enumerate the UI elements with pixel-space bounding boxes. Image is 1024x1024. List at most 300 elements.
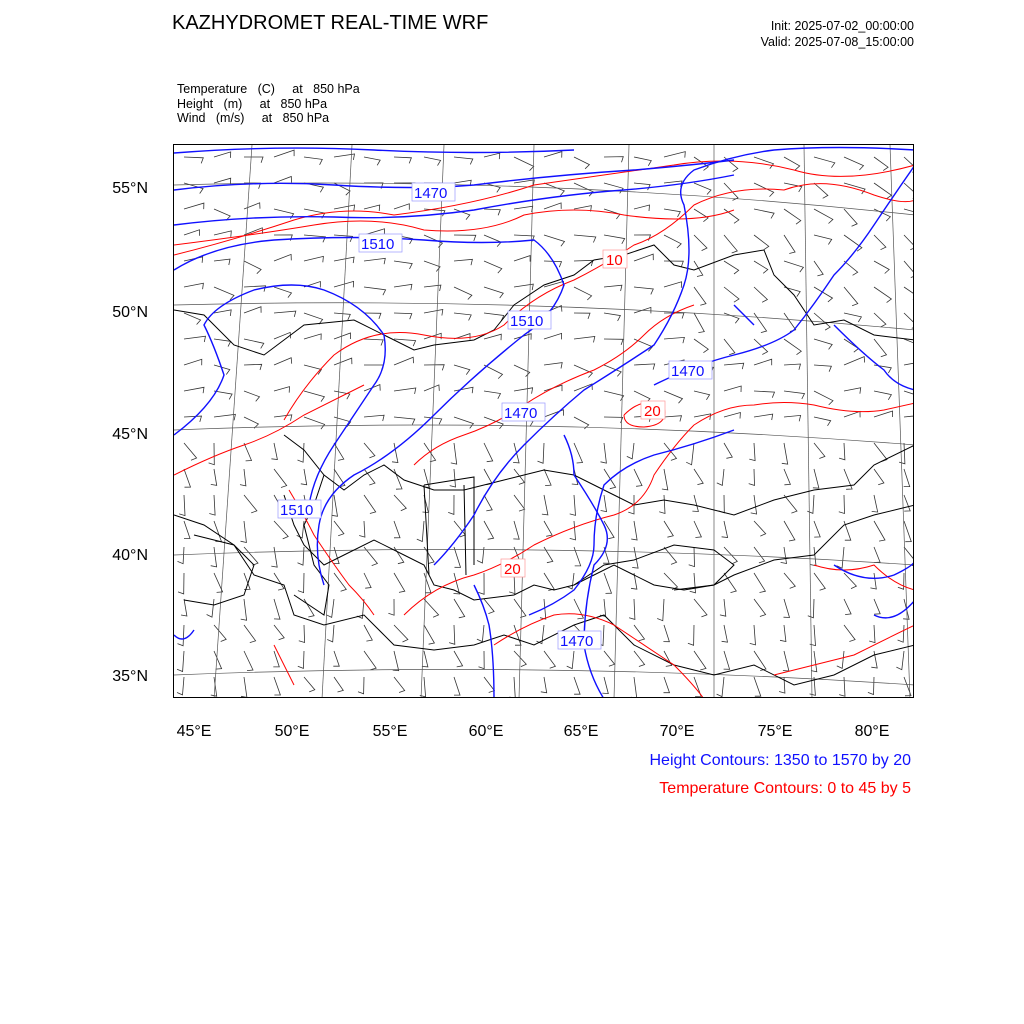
wind-barb xyxy=(364,339,383,346)
wind-barb xyxy=(271,547,277,567)
wind-barb xyxy=(784,599,790,618)
wind-barb xyxy=(874,599,880,614)
wind-barb xyxy=(754,521,766,536)
wind-barb xyxy=(211,547,217,567)
wind-barb xyxy=(837,651,844,668)
wind-barb xyxy=(898,625,904,642)
wind-barb xyxy=(214,231,231,237)
wind-barb xyxy=(544,203,561,209)
wind-barb xyxy=(604,285,622,291)
wind-barb xyxy=(724,313,739,323)
wind-barb xyxy=(394,573,405,592)
wind-barb xyxy=(664,209,680,217)
wind-barb xyxy=(904,415,914,421)
wind-barb xyxy=(359,521,365,537)
wind-barb xyxy=(358,677,364,694)
wind-barb xyxy=(484,313,504,321)
wind-barb xyxy=(244,625,256,643)
wind-barb xyxy=(724,386,741,392)
wind-barb xyxy=(184,230,200,236)
wind-barb xyxy=(214,287,234,300)
wind-barb xyxy=(479,651,485,669)
wind-barb xyxy=(694,287,706,305)
wind-barb xyxy=(904,495,910,511)
wind-barb xyxy=(814,183,828,198)
wind-barb xyxy=(664,391,683,403)
wind-barb xyxy=(244,364,262,370)
wind-barb xyxy=(244,443,252,461)
wind-barb xyxy=(904,469,910,487)
wind-barb xyxy=(602,677,608,694)
field-temperature: Temperature (C) at 850 hPa xyxy=(177,82,360,96)
wind-barb xyxy=(298,573,304,593)
temperature-label-3: 20 xyxy=(504,561,521,578)
wind-barb xyxy=(240,469,246,486)
wind-barb xyxy=(394,417,415,425)
wind-barb xyxy=(724,651,730,669)
wind-barb xyxy=(184,313,201,325)
wind-barb xyxy=(274,287,292,298)
wind-barb xyxy=(688,625,694,645)
wind-barb xyxy=(783,651,789,671)
wind-barb xyxy=(694,209,708,222)
wind-barb xyxy=(424,385,439,391)
wind-barb xyxy=(484,495,492,511)
wind-barb xyxy=(874,235,886,250)
wind-barb xyxy=(454,599,465,618)
wind-barb xyxy=(634,364,655,370)
wind-barb xyxy=(627,443,634,459)
wind-barb xyxy=(424,599,439,617)
wind-barb xyxy=(364,415,384,421)
wind-barb xyxy=(570,495,576,515)
wind-barb xyxy=(244,339,264,348)
wind-barb xyxy=(634,339,652,351)
wind-barb xyxy=(814,417,831,426)
wind-barb xyxy=(304,157,322,165)
wind-barb xyxy=(567,651,574,669)
wind-barb xyxy=(544,235,565,246)
wind-barb xyxy=(271,443,277,460)
wind-barb xyxy=(184,157,203,163)
wind-barb xyxy=(181,599,187,616)
wind-barb xyxy=(814,521,820,537)
wind-barb xyxy=(484,365,503,379)
wind-barb xyxy=(298,547,305,565)
wind-barb xyxy=(364,313,381,319)
wind-barb xyxy=(904,547,914,566)
wind-barb xyxy=(814,261,823,276)
wind-barb xyxy=(184,469,191,487)
wind-barb xyxy=(574,599,583,619)
wind-barb xyxy=(874,469,884,485)
wind-barb xyxy=(601,495,607,512)
wind-barb xyxy=(244,391,260,401)
wind-barb xyxy=(334,521,344,536)
wind-barb xyxy=(241,677,247,697)
height-label-7: 1470 xyxy=(560,633,594,650)
wind-barb xyxy=(364,469,375,485)
wind-barb xyxy=(634,254,653,261)
wind-barb xyxy=(904,183,914,199)
lat-label-40n: 40°N xyxy=(112,547,148,564)
map-panel xyxy=(173,144,914,698)
height-label-2: 1510 xyxy=(361,236,395,253)
wind-barb xyxy=(388,599,394,615)
wind-barb xyxy=(904,313,914,328)
wind-barb xyxy=(844,209,857,226)
wind-barb xyxy=(634,651,645,667)
wind-barb xyxy=(784,339,801,355)
wind-barb xyxy=(178,625,185,646)
lon-label-65e: 65°E xyxy=(563,723,599,740)
wind-barb xyxy=(754,573,765,593)
wind-barb xyxy=(179,495,185,516)
wind-barb xyxy=(334,257,354,263)
lat-label-35n: 35°N xyxy=(112,668,148,685)
wind-barb xyxy=(544,363,562,369)
wind-barb xyxy=(874,313,886,327)
wind-barb xyxy=(754,287,767,302)
wind-barb xyxy=(451,443,457,464)
wind-barb xyxy=(177,651,184,672)
wind-barb xyxy=(664,416,682,422)
wind-barb xyxy=(717,677,724,697)
wind-barb xyxy=(274,573,284,590)
wind-barb xyxy=(274,150,294,157)
wind-barb xyxy=(810,625,816,646)
wind-barb xyxy=(814,443,825,459)
wind-barb xyxy=(784,209,801,224)
wind-barb xyxy=(178,573,184,594)
lat-label-45n: 45°N xyxy=(112,426,148,443)
wind-barb xyxy=(814,391,833,405)
wind-barb xyxy=(304,599,314,617)
wind-barb xyxy=(327,625,334,642)
wind-barb xyxy=(424,625,434,644)
wind-barb xyxy=(896,651,904,670)
wind-barb xyxy=(724,235,737,253)
wind-barb xyxy=(844,599,851,615)
wind-barb xyxy=(874,391,891,400)
wind-barb xyxy=(420,677,426,697)
wind-barb xyxy=(844,411,860,417)
wind-barb xyxy=(541,677,547,693)
wind-barb xyxy=(274,599,280,619)
wind-barb xyxy=(394,157,411,163)
wind-barb xyxy=(629,599,635,619)
wind-barb xyxy=(754,677,761,696)
wind-barb xyxy=(904,521,911,542)
wind-barb xyxy=(364,205,380,211)
wind-barb xyxy=(570,521,576,540)
wind-barb xyxy=(334,391,350,399)
wind-barb xyxy=(244,495,257,513)
wind-barb xyxy=(904,235,914,250)
wind-barb xyxy=(274,415,292,421)
wind-barb xyxy=(244,157,263,163)
valid-time: Valid: 2025-07-08_15:00:00 xyxy=(760,35,914,49)
wind-barb xyxy=(177,677,184,695)
wind-barb xyxy=(634,469,642,486)
wind-barb xyxy=(510,677,516,698)
wind-barb xyxy=(514,625,521,645)
wind-barb xyxy=(694,235,707,251)
wind-barb xyxy=(659,495,665,514)
wind-barb xyxy=(722,521,728,538)
wind-barb xyxy=(781,547,787,564)
wind-barb xyxy=(394,313,412,319)
wind-barb xyxy=(754,235,769,250)
wind-barb xyxy=(542,495,548,515)
wind-barb xyxy=(334,281,354,287)
field-height: Height (m) at 850 hPa xyxy=(177,96,328,111)
wind-barb xyxy=(724,443,732,458)
wind-barb xyxy=(750,625,756,645)
init-time: Init: 2025-07-02_00:00:00 xyxy=(770,19,914,33)
wind-barb xyxy=(394,284,412,290)
wind-barb xyxy=(484,469,492,485)
wind-barb xyxy=(274,625,284,640)
wind-barb xyxy=(334,358,352,365)
wind-barb xyxy=(364,573,371,588)
wind-barb xyxy=(334,205,355,211)
wind-barb xyxy=(209,443,215,465)
lat-label-55n: 55°N xyxy=(112,180,148,197)
wind-barb xyxy=(724,261,739,274)
wind-barb xyxy=(394,625,408,642)
wind-barb xyxy=(514,388,533,394)
wind-barb xyxy=(631,677,637,698)
wind-barb xyxy=(392,443,398,463)
wind-barb xyxy=(844,261,858,275)
height-label-3: 1510 xyxy=(510,313,544,330)
wind-barb xyxy=(334,573,346,591)
height-label-1: 1470 xyxy=(414,185,448,202)
wind-barb xyxy=(604,235,625,244)
wind-barb xyxy=(664,677,670,693)
wind-barb xyxy=(844,357,865,365)
wind-barb xyxy=(844,625,855,642)
wind-barb xyxy=(454,547,461,567)
wind-barb xyxy=(304,391,324,402)
wind-barb xyxy=(513,521,519,539)
wind-barb xyxy=(694,183,711,195)
wind-barb xyxy=(274,521,288,539)
wind-barb xyxy=(244,417,258,428)
wind-barb xyxy=(484,521,494,539)
wind-barb xyxy=(448,495,454,514)
wind-barb xyxy=(214,209,230,220)
wind-barb xyxy=(600,599,606,617)
wind-barb xyxy=(694,521,701,538)
wind-barb xyxy=(298,651,304,668)
wind-barb xyxy=(839,495,845,514)
wind-barb xyxy=(304,256,323,262)
wind-barb xyxy=(241,599,247,620)
wind-barb xyxy=(574,443,583,463)
wind-barb xyxy=(394,495,406,511)
wind-barb xyxy=(844,157,864,170)
wind-barb xyxy=(872,495,878,512)
wind-barb xyxy=(871,651,877,668)
wind-barb xyxy=(814,573,825,590)
lon-label-55e: 55°E xyxy=(372,723,408,740)
wind-barb xyxy=(694,391,710,400)
wind-barb xyxy=(484,235,501,247)
wind-barb xyxy=(274,358,292,365)
wind-barb xyxy=(544,651,555,668)
wind-barb xyxy=(784,469,790,485)
wind-barb xyxy=(601,443,607,463)
wind-barb xyxy=(214,339,231,347)
wind-barb xyxy=(214,391,232,399)
wind-barb xyxy=(780,625,786,642)
wind-barb xyxy=(604,651,615,666)
wind-barb xyxy=(904,261,914,278)
wind-barb xyxy=(364,443,375,458)
wind-barb xyxy=(604,365,621,376)
wind-barb xyxy=(394,469,402,489)
wind-barb xyxy=(333,651,339,666)
wind-barb xyxy=(784,287,800,297)
wind-barb xyxy=(719,495,725,513)
wind-barb xyxy=(184,443,197,460)
wind-barb xyxy=(484,153,500,159)
wind-barb xyxy=(274,311,296,317)
wind-barb xyxy=(694,469,703,485)
wind-barb xyxy=(837,547,844,568)
wind-barb xyxy=(754,414,773,420)
wind-barb xyxy=(574,337,595,343)
wind-barb xyxy=(454,651,463,667)
wind-barb xyxy=(274,677,280,695)
wind-barb xyxy=(393,651,399,671)
wind-barb xyxy=(334,235,353,242)
field-descriptions xyxy=(177,82,360,126)
wind-barb xyxy=(484,209,500,215)
wind-barb xyxy=(514,495,525,511)
wind-barb xyxy=(784,415,801,421)
temperature-label-2: 20 xyxy=(644,403,661,420)
wind-barb xyxy=(784,364,801,370)
wind-barb xyxy=(874,443,887,462)
wind-barb xyxy=(544,547,553,563)
wind-barb xyxy=(814,365,831,372)
wind-barb xyxy=(274,387,290,393)
height-label-4: 1470 xyxy=(671,363,705,380)
wind-barb xyxy=(394,388,416,394)
wind-barb xyxy=(214,152,231,158)
wind-barb xyxy=(844,235,862,251)
wind-barb xyxy=(454,417,473,428)
lon-label-70e: 70°E xyxy=(659,723,695,740)
lon-label-80e: 80°E xyxy=(854,723,890,740)
wind-barb xyxy=(874,547,880,563)
wind-barb xyxy=(544,333,562,339)
height-contour-legend: Height Contours: 1350 to 1570 by 20 xyxy=(649,752,911,769)
wind-barb xyxy=(274,469,287,488)
wind-barb xyxy=(484,287,503,298)
wind-barb xyxy=(813,469,819,488)
wind-barb xyxy=(574,235,596,243)
wind-barb xyxy=(844,313,861,322)
lon-label-45e: 45°E xyxy=(176,723,212,740)
wind-barb xyxy=(304,365,321,375)
wind-barb xyxy=(244,261,261,274)
wind-barb xyxy=(178,547,185,564)
wind-barb xyxy=(839,677,845,696)
wind-barb xyxy=(754,313,767,333)
wind-barb xyxy=(449,625,455,644)
wind-barb xyxy=(544,521,552,536)
wind-barb xyxy=(484,443,493,462)
wind-barb xyxy=(514,365,530,377)
wind-barb xyxy=(304,417,325,429)
wind-barb xyxy=(184,283,203,289)
wind-barb xyxy=(784,495,797,513)
wind-barb xyxy=(634,287,653,294)
wind-barb xyxy=(874,287,891,303)
wind-barb xyxy=(754,359,772,365)
wind-barb xyxy=(874,521,885,541)
wind-barb xyxy=(207,599,214,617)
wind-barb xyxy=(214,414,235,420)
wind-barb xyxy=(454,157,473,164)
wind-barb xyxy=(454,287,472,300)
wind-barb xyxy=(364,258,385,264)
wind-barb xyxy=(484,334,501,340)
wind-barb xyxy=(839,443,845,460)
wind-barb xyxy=(754,261,768,273)
wind-barb xyxy=(664,282,682,288)
wind-barb xyxy=(904,361,914,367)
wind-barb xyxy=(749,443,755,461)
wind-barb xyxy=(782,443,788,464)
wind-barb xyxy=(450,469,456,487)
wind-barb xyxy=(244,203,260,209)
wind-barb xyxy=(904,157,914,172)
wind-barb xyxy=(184,336,206,342)
wind-barb xyxy=(784,235,795,254)
wind-barb xyxy=(454,259,472,265)
wind-barb xyxy=(604,339,623,345)
wind-barb xyxy=(604,417,623,423)
wind-barb xyxy=(751,495,757,514)
wind-barb xyxy=(454,313,471,320)
wind-barb xyxy=(334,313,350,320)
wind-barb xyxy=(538,443,545,463)
wind-barb xyxy=(394,204,409,210)
wind-barb xyxy=(514,157,534,171)
wind-barb xyxy=(604,157,623,163)
wind-barb xyxy=(334,677,343,692)
wind-barb xyxy=(394,261,412,269)
wind-barb xyxy=(364,157,380,165)
wind-barb xyxy=(484,183,500,192)
wind-barb xyxy=(604,573,612,593)
wind-barb xyxy=(394,357,414,365)
wind-barb xyxy=(364,651,376,670)
wind-barb xyxy=(394,521,400,538)
wind-barb xyxy=(544,152,562,158)
wind-barb xyxy=(632,547,638,568)
wind-barb xyxy=(544,183,564,196)
wind-barb xyxy=(722,625,728,642)
wind-barb xyxy=(692,495,698,512)
wind-barb xyxy=(844,287,858,306)
height-label-5: 1470 xyxy=(504,405,538,422)
